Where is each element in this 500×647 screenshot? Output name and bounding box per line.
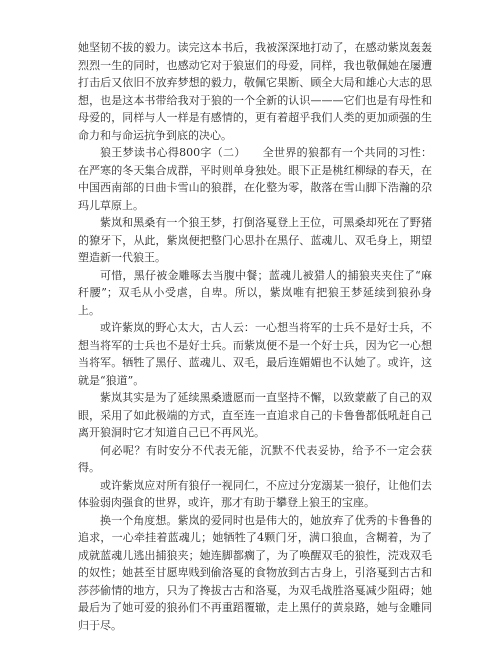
paragraph: 换一个角度想。紫岚的爱同时也是伟大的，她放弃了优秀的卡鲁鲁的追求，一心牵挂着蓝魂儿；她牺牲了4颗门牙，满口狼血，含糊着，为了成就蓝魂儿逃出捕狼夹；她连脚都瘸了，为了唤醒双毛的狼性，涜戏双毛的奴性；她甚至甘愿卑贱到偷洛戛的食物放到古古身上，引洛戛到古古和莎莎偷情的地方，只为了搀拔古古和洛戛，为双毛战胜洛戛减少阻碍；她最后为了她可爱的狼孙们不再重蹈覆辙，走上黑仔的黄泉路，她与金雕同归于尽。 xyxy=(78,513,432,632)
paragraph: 紫岚和黑桑有一个狼王梦，打倒洛戛登上王位，可黑桑却死在了野猪的獠牙下，从此，紫岚便把整门心思扑在黑仔、蓝魂儿、双毛身上，期望塑造新一代狼王。 xyxy=(78,216,432,264)
document-body xyxy=(78,39,432,634)
paragraph-section-heading: 狼王梦读书心得800字（二） 全世界的狼都有一个共同的习性：在严寒的冬天集合成群，平时则单身独处。眼下正是桃红柳绿的春天，在中国西南部的日曲卡雪山的狼群，在化整为零，散落在雪山脚下浩瀚的尕玛儿草原上。 xyxy=(78,146,432,212)
paragraph: 她坚韧不拔的毅力。读完这本书后，我被深深地打动了，在感动紫岚轰轰烈烈一生的同时，也感动它对于狼崽们的母爱，同样，我也敬佩她在屡遭打击后又依旧不放弃梦想的毅力，敬佩它果断、顾全大局和雄心大志的思想，也是这本书带给我对于狼的一个全新的认识———它们也是有母性和母爱的，同样与人一样是有感情的，更有着超乎我们人类的更加顽强的生命力和与命运抗争到底的决心。 xyxy=(78,41,432,142)
paragraph: 何必呢？有时安分不代表无能，沉默不代表妥协，给予不一定会获得。 xyxy=(78,443,432,474)
paragraph: 可惜，黑仔被金雕啄去当腹中餐；蓝魂儿被猎人的捕狼夹夹住了“麻秆腰”；双毛从小受虐，自卑。所以，紫岚唯有把狼王梦延续到狼孙身上。 xyxy=(78,268,432,317)
paragraph: 紫岚其实是为了延续黑桑遗愿而一直坚持不懈，以致蒙蔽了自己的双眼，采用了如此极端的方式，直至连一直追求自己的卡鲁鲁都低吼赶自己离开狼洞时它才知道自己已不再风光。 xyxy=(78,391,432,439)
paragraph: 或许紫岚应对所有狼仔一视同仁，不应过分宠溺某一狼仔，让他们去体验弱肉强食的世界，或许，那才有助于攀登上狼王的宝座。 xyxy=(78,478,432,509)
paragraph: 或许紫岚的野心太大，古人云：一心想当将军的士兵不是好士兵，不想当将军的士兵也不是好士兵。而紫岚便不是一个好士兵，因为它一心想当将军。牺牲了黑仔、蓝魂儿、双毛，最后连媚媚也不认她了。或许，这就是“狼道”。 xyxy=(78,321,432,387)
